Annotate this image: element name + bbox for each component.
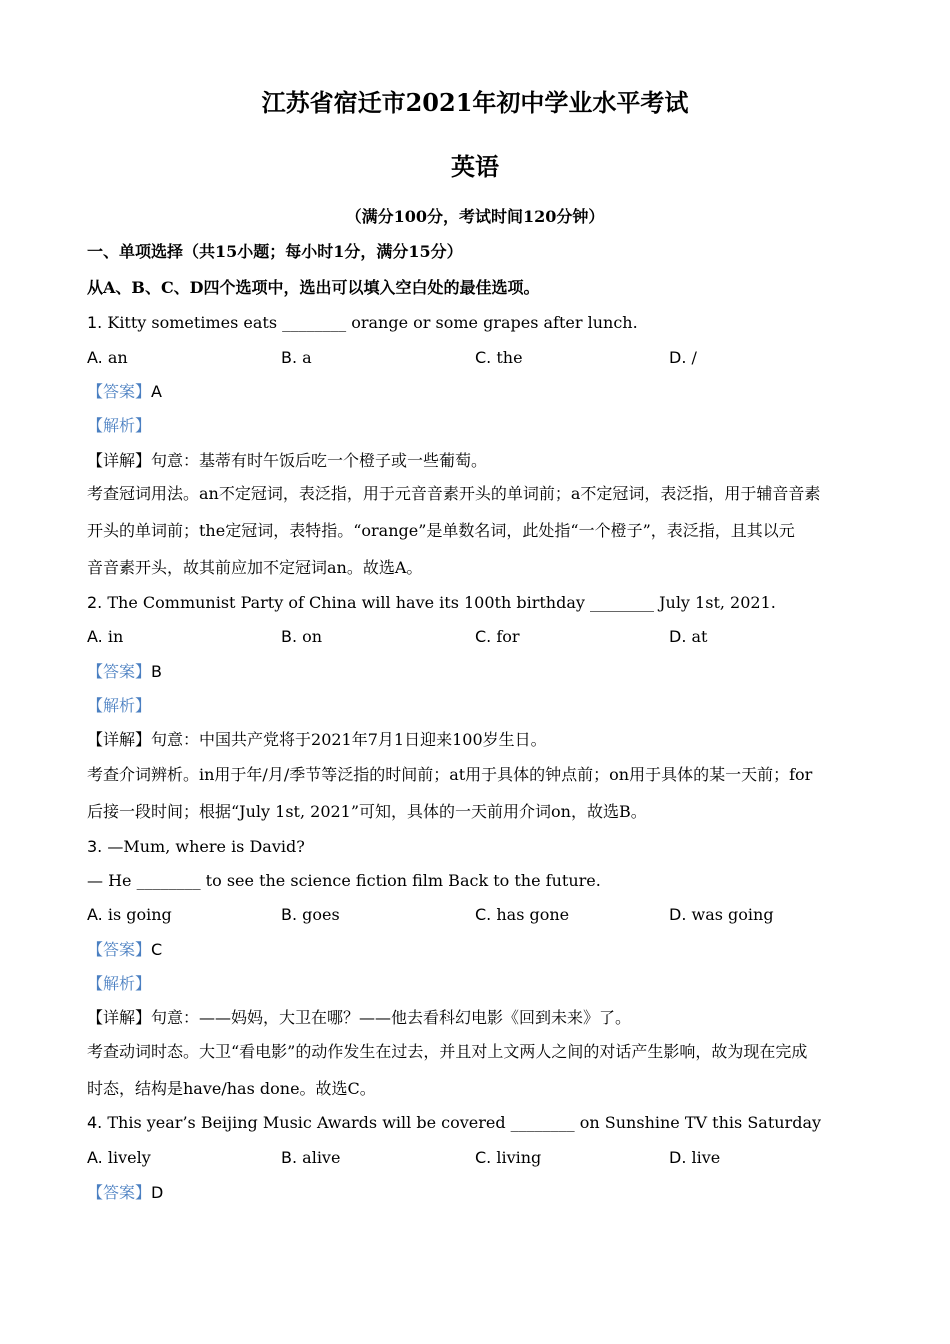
answer-line xyxy=(87,382,162,402)
detail-text: 句意：基蒂有时午饭后吃一个橙子或一些葡萄。 xyxy=(151,451,488,470)
analysis-label: 【解析】 xyxy=(87,416,152,435)
analysis-label: 【解析】 xyxy=(87,974,152,993)
question-number: 2. xyxy=(87,593,103,612)
option-text: the xyxy=(496,348,523,367)
option-text: goes xyxy=(302,905,340,924)
option-a xyxy=(87,1148,151,1168)
answer-value: D xyxy=(151,1183,164,1202)
answer-value: B xyxy=(151,662,162,681)
option-letter: B. xyxy=(281,1148,298,1167)
option-b xyxy=(281,1148,340,1168)
option-text: has gone xyxy=(496,905,570,924)
option-text: a xyxy=(302,348,312,367)
section-instruction: 从A、B、C、D四个选项中，选出可以填入空白处的最佳选项。 xyxy=(87,278,540,297)
option-text: living xyxy=(496,1148,542,1167)
option-letter: D. xyxy=(669,348,687,367)
option-d xyxy=(669,627,707,647)
option-letter: B. xyxy=(281,627,298,646)
option-d xyxy=(669,905,774,925)
option-text: in xyxy=(107,627,124,646)
question-stem: Kitty sometimes eats ________ orange or some grapes after lunch. xyxy=(107,313,638,332)
question-3 xyxy=(87,837,305,857)
option-d xyxy=(669,348,697,368)
option-text: an xyxy=(107,348,128,367)
question-stem: This year’s Beijing Music Awards will be covered ________ on Sunshine TV this Saturday xyxy=(107,1113,822,1132)
option-text: lively xyxy=(107,1148,151,1167)
detail-line xyxy=(87,1008,631,1028)
exam-info: （满分100分，考试时间120分钟） xyxy=(345,207,605,226)
question-4 xyxy=(87,1113,821,1133)
option-b xyxy=(281,348,312,368)
option-c xyxy=(475,348,523,368)
detail-label: 【详解】 xyxy=(87,451,152,470)
option-letter: C. xyxy=(475,1148,492,1167)
option-letter: C. xyxy=(475,905,492,924)
option-a xyxy=(87,348,128,368)
question-number: 3. xyxy=(87,837,103,856)
option-text: live xyxy=(691,1148,721,1167)
analysis-label: 【解析】 xyxy=(87,696,152,715)
option-letter: D. xyxy=(669,1148,687,1167)
option-b xyxy=(281,627,322,647)
option-letter: D. xyxy=(669,627,687,646)
answer-label: 【答案】 xyxy=(87,1183,152,1202)
detail-line xyxy=(87,451,487,471)
option-text: at xyxy=(691,627,708,646)
answer-line xyxy=(87,1183,163,1203)
option-text: was going xyxy=(691,905,774,924)
explain-line: 时态，结构是have/has done。故选C。 xyxy=(87,1079,376,1098)
option-letter: A. xyxy=(87,348,103,367)
detail-text: 句意：——妈妈，大卫在哪？——他去看科幻电影《回到未来》了。 xyxy=(151,1008,632,1027)
option-letter: B. xyxy=(281,905,298,924)
explain-line: 后接一段时间；根据“July 1st, 2021”可知，具体的一天前用介词on，故选B。 xyxy=(87,802,647,821)
section-heading: 一、单项选择（共15小题；每小时1分，满分15分） xyxy=(87,242,463,261)
option-c xyxy=(475,627,520,647)
explain-line: 开头的单词前；the定冠词，表特指。“orange”是单数名词，此处指“一个橙子”，表泛指，且其以元 xyxy=(87,521,795,540)
option-letter: A. xyxy=(87,905,103,924)
explain-line: 考查冠词用法。an不定冠词，表泛指，用于元音音素开头的单词前；a不定冠词，表泛指，用于辅音音素 xyxy=(87,484,821,503)
answer-line xyxy=(87,940,162,960)
option-a xyxy=(87,905,172,925)
option-letter: C. xyxy=(475,348,492,367)
answer-value: C xyxy=(151,940,163,959)
question-stem: —Mum, where is David? xyxy=(107,837,305,856)
answer-label: 【答案】 xyxy=(87,940,152,959)
question-number: 1. xyxy=(87,313,103,332)
option-text: is going xyxy=(107,905,172,924)
detail-label: 【详解】 xyxy=(87,1008,152,1027)
exam-subject: 英语 xyxy=(451,152,499,181)
option-text: on xyxy=(302,627,323,646)
option-text: alive xyxy=(302,1148,341,1167)
exam-title: 江苏省宿迁市2021年初中学业水平考试 xyxy=(261,88,689,117)
question-stem-2: — He ________ to see the science fiction film Back to the future. xyxy=(87,871,601,890)
option-d xyxy=(669,1148,720,1168)
option-letter: A. xyxy=(87,1148,103,1167)
option-c xyxy=(475,1148,541,1168)
answer-value: A xyxy=(151,382,162,401)
detail-label: 【详解】 xyxy=(87,730,152,749)
question-1 xyxy=(87,313,638,333)
answer-line xyxy=(87,662,162,682)
question-2 xyxy=(87,593,776,613)
question-number: 4. xyxy=(87,1113,103,1132)
option-c xyxy=(475,905,569,925)
option-letter: D. xyxy=(669,905,687,924)
option-letter: B. xyxy=(281,348,298,367)
option-text: / xyxy=(691,348,697,367)
option-a xyxy=(87,627,123,647)
question-stem: The Communist Party of China will have its 100th birthday ________ July 1st, 2021. xyxy=(107,593,776,612)
option-letter: C. xyxy=(475,627,492,646)
option-letter: A. xyxy=(87,627,103,646)
detail-text: 句意：中国共产党将于2021年7月1日迎来100岁生日。 xyxy=(151,730,547,749)
answer-label: 【答案】 xyxy=(87,382,152,401)
explain-line: 考查介词辨析。in用于年/月/季节等泛指的时间前；at用于具体的钟点前；on用于具体的某一天前；for xyxy=(87,765,813,784)
option-text: for xyxy=(496,627,520,646)
explain-line: 考查动词时态。大卫“看电影”的动作发生在过去，并且对上文两人之间的对话产生影响，故为现在完成 xyxy=(87,1042,808,1061)
option-b xyxy=(281,905,340,925)
answer-label: 【答案】 xyxy=(87,662,152,681)
explain-line: 音音素开头，故其前应加不定冠词an。故选A。 xyxy=(87,558,423,577)
detail-line xyxy=(87,730,547,750)
